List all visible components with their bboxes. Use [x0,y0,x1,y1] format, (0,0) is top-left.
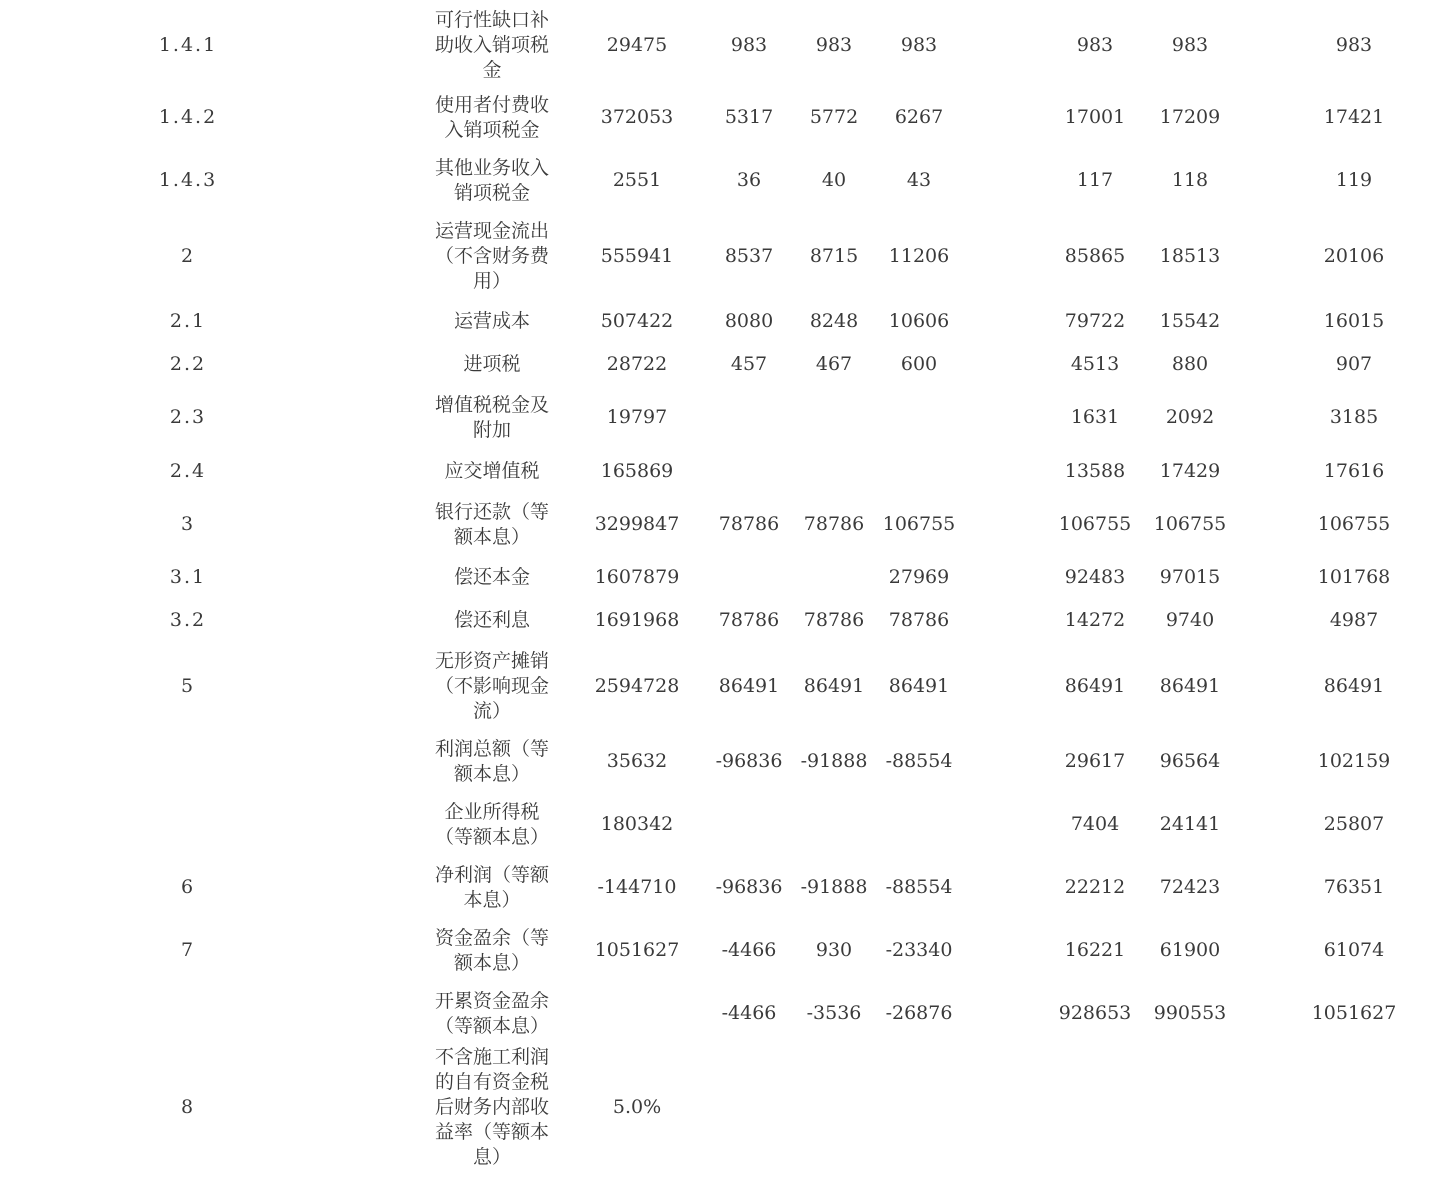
year-value-cell: 5772 [809,106,859,128]
row-label: 净利润（等额本息） [434,863,549,911]
year-value-cell: -91888 [800,750,868,772]
row-label: 使用者付费收入销项税金 [434,93,549,141]
year-value-cell: 17616 [1323,459,1385,482]
table-row [0,4,1434,86]
row-label: 其他业务收入销项税金 [434,156,549,204]
year-value-cell: 5317 [724,106,774,128]
year-value-cell: 78786 [718,513,780,535]
year-value-cell [864,1045,974,1170]
total-value-cell: 2551 [612,169,662,191]
row-number: 7 [180,939,196,961]
year-value-cell: 106755 [1317,513,1391,535]
row-label: 可行性缺口补助收入销项税金 [434,8,549,81]
total-value-cell [582,982,692,1045]
year-value-cell: 8248 [809,309,859,332]
year-value-cell: 14272 [1064,608,1126,631]
row-label: 资金盈余（等额本息） [434,926,549,974]
year-value-cell: 40 [821,169,847,191]
row-number: 3.1 [169,565,207,588]
year-value-cell: 983 [1171,33,1209,56]
year-value-cell: 17421 [1323,106,1385,128]
year-value-cell: 43 [906,169,932,191]
total-value-cell: 1051627 [594,939,680,961]
year-value-cell: 78786 [888,608,950,631]
year-value-cell: 22212 [1064,876,1126,898]
year-value-cell: 72423 [1159,876,1221,898]
table-row [0,919,1434,982]
row-label: 增值税税金及附加 [434,393,549,441]
table-row [0,856,1434,919]
row-number [128,982,248,1045]
year-value-cell: 6267 [894,106,944,128]
year-value-cell: 930 [815,939,853,961]
year-value-cell: 983 [900,33,938,56]
row-label: 开累资金盈余（等额本息） [434,989,549,1037]
total-value-cell: 3299847 [594,513,680,535]
year-value-cell: 106755 [882,513,956,535]
table-row [0,730,1434,793]
row-number: 2.2 [169,352,207,375]
year-value-cell: 78786 [718,608,780,631]
row-label: 利润总额（等额本息） [434,737,549,785]
year-value-cell: 8080 [724,309,774,332]
year-value-cell: -96836 [715,876,783,898]
year-value-cell: 16221 [1064,939,1126,961]
year-value-cell: 18513 [1159,244,1221,267]
row-number: 3 [180,513,196,535]
year-value-cell: 106755 [1153,513,1227,535]
year-value-cell: 990553 [1153,1002,1227,1024]
year-value-cell: 86491 [888,674,950,697]
year-value-cell: -88554 [885,750,953,772]
year-value-cell: 983 [815,33,853,56]
year-value-cell: 106755 [1058,513,1132,535]
year-value-cell: 1631 [1070,406,1120,428]
year-value-cell: 1051627 [1311,1002,1397,1024]
row-label: 运营现金流出（不含财务费用） [434,219,549,292]
total-value-cell: 1691968 [594,608,680,631]
year-value-cell: -4466 [721,939,777,961]
row-number: 2.3 [169,406,207,428]
year-value-cell: 2092 [1165,406,1215,428]
row-number: 2.4 [169,459,207,482]
row-number: 3.2 [169,608,207,631]
year-value-cell: 928653 [1058,1002,1132,1024]
total-value-cell: 2594728 [594,674,680,697]
year-value-cell: 61074 [1323,939,1385,961]
table-row [0,493,1434,556]
year-value-cell [864,793,974,856]
row-number: 5 [180,674,196,697]
table-row [0,300,1434,342]
year-value-cell: 29617 [1064,750,1126,772]
year-value-cell: -91888 [800,876,868,898]
year-value-cell: 85865 [1064,244,1126,267]
year-value-cell: 25807 [1323,813,1385,835]
year-value-cell: 20106 [1323,244,1385,267]
total-value-cell: 180342 [600,813,674,835]
year-value-cell: -26876 [885,1002,953,1024]
table-row [0,793,1434,856]
year-value-cell: 97015 [1159,565,1221,588]
year-value-cell: 17429 [1159,459,1221,482]
row-label: 偿还利息 [453,608,530,631]
row-label: 进项税 [463,352,521,375]
year-value-cell: 983 [1335,33,1373,56]
row-number: 1.4.3 [158,169,218,191]
year-value-cell: 600 [900,352,938,375]
row-number: 8 [180,1096,196,1118]
row-label: 企业所得税（等额本息） [434,800,549,848]
table-row [0,556,1434,598]
table-row [0,642,1434,730]
year-value-cell: 92483 [1064,565,1126,588]
total-value-cell: 1607879 [594,565,680,588]
total-value-cell: 507422 [600,309,674,332]
year-value-cell: 15542 [1159,309,1221,332]
year-value-cell [1279,1045,1429,1170]
total-value-cell: 35632 [606,750,668,772]
year-value-cell: -96836 [715,750,783,772]
year-value-cell: 118 [1171,169,1209,191]
year-value-cell: 467 [815,352,853,375]
year-value-cell: 86491 [718,674,780,697]
year-value-cell: 86491 [1159,674,1221,697]
year-value-cell: -23340 [885,939,953,961]
year-value-cell: 8537 [724,244,774,267]
year-value-cell: -4466 [721,1002,777,1024]
total-value-cell: 372053 [600,106,674,128]
total-value-cell: 19797 [606,406,668,428]
year-value-cell [864,386,974,449]
total-value-cell: 165869 [600,459,674,482]
year-value-cell: -3536 [806,1002,862,1024]
year-value-cell: 61900 [1159,939,1221,961]
year-value-cell: 7404 [1070,813,1120,835]
year-value-cell: 27969 [888,565,950,588]
table-row [0,1045,1434,1170]
year-value-cell: 8715 [809,244,859,267]
table-row [0,342,1434,386]
row-label: 不含施工利润的自有资金税后财务内部收益率（等额本息） [434,1046,549,1168]
year-value-cell: -88554 [885,876,953,898]
year-value-cell: 983 [730,33,768,56]
year-value-cell: 96564 [1159,750,1221,772]
year-value-cell: 24141 [1159,813,1221,835]
year-value-cell: 17001 [1064,106,1126,128]
year-value-cell: 117 [1076,169,1114,191]
year-value-cell: 86491 [1064,674,1126,697]
year-value-cell: 457 [730,352,768,375]
year-value-cell: 102159 [1317,750,1391,772]
row-label: 银行还款（等额本息） [434,500,549,548]
table-row [0,86,1434,149]
table-row [0,386,1434,449]
row-number [128,730,248,793]
row-number: 2 [180,244,196,267]
year-value-cell [1135,1045,1245,1170]
row-number: 2.1 [169,309,207,332]
table-row [0,212,1434,300]
total-value-cell: 29475 [606,33,668,56]
year-value-cell: 86491 [1323,674,1385,697]
year-value-cell: 36 [736,169,762,191]
row-label: 无形资产摊销（不影响现金流） [434,649,549,722]
year-value-cell: 983 [1076,33,1114,56]
total-value-cell: 555941 [600,244,674,267]
row-number [128,793,248,856]
year-value-cell: 9740 [1165,608,1215,631]
row-label: 偿还本金 [453,565,530,588]
year-value-cell: 16015 [1323,309,1385,332]
year-value-cell: 119 [1335,169,1373,191]
year-value-cell: 4513 [1070,352,1120,375]
year-value-cell: 76351 [1323,876,1385,898]
year-value-cell [864,449,974,493]
table-row [0,982,1434,1045]
row-number: 6 [180,876,196,898]
row-number: 1.4.1 [158,33,218,56]
year-value-cell: 86491 [803,674,865,697]
year-value-cell: 78786 [803,608,865,631]
year-value-cell: 101768 [1317,565,1391,588]
year-value-cell: 11206 [888,244,950,267]
year-value-cell: 907 [1335,352,1373,375]
total-value-cell: -144710 [597,876,677,898]
row-number: 1.4.2 [158,106,218,128]
year-value-cell [1040,1045,1150,1170]
year-value-cell: 10606 [888,309,950,332]
year-value-cell: 13588 [1064,459,1126,482]
total-value-cell: 5.0% [612,1096,662,1118]
year-value-cell: 3185 [1329,406,1379,428]
table-row [0,449,1434,493]
year-value-cell: 880 [1171,352,1209,375]
year-value-cell: 79722 [1064,309,1126,332]
year-value-cell: 4987 [1329,608,1379,631]
row-label: 应交增值税 [444,459,540,482]
year-value-cell: 17209 [1159,106,1221,128]
table-row [0,149,1434,212]
year-value-cell: 78786 [803,513,865,535]
row-label: 运营成本 [453,309,530,332]
total-value-cell: 28722 [606,352,668,375]
table-row [0,598,1434,642]
